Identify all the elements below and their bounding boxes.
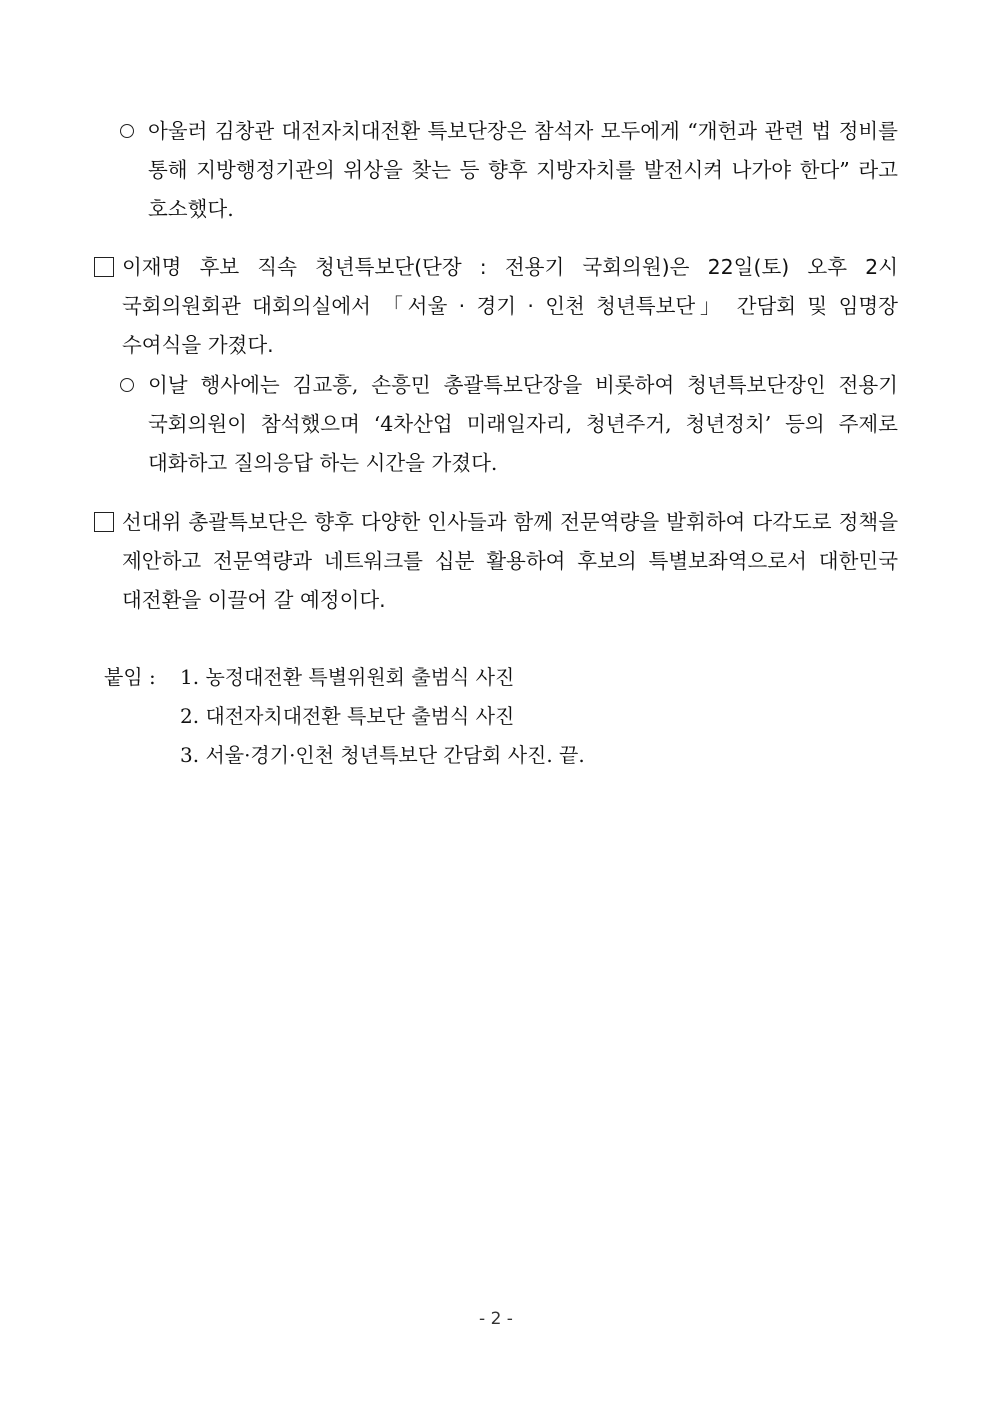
attachments-label-spacer	[104, 697, 180, 736]
attachments-label: 붙임 :	[104, 665, 156, 689]
paragraph-circle-bullet	[118, 366, 898, 483]
page-number: - 2 -	[479, 1309, 513, 1329]
paragraph-square-bullet	[94, 503, 898, 620]
paragraph-text: 아울러 김창관 대전자치대전환 특보단장은 참석자 모두에게 “개헌과 관련 법 정비를 통해 지방행정기관의 위상을 찾는 등 향후 지방자치를 발전시켜 나가야 한다” 라고 호소했다.	[148, 119, 898, 221]
attachment-item: 2. 대전자치대전환 특보단 출범식 사진	[180, 704, 515, 728]
paragraph-square-bullet	[94, 248, 898, 365]
circle-bullet-icon	[120, 124, 134, 138]
attachments-label-spacer	[104, 736, 180, 775]
square-bullet-icon	[94, 257, 114, 277]
paragraph-circle-bullet	[118, 112, 898, 229]
paragraph-text: 이날 행사에는 김교흥, 손흥민 총괄특보단장을 비롯하여 청년특보단장인 전용기 국회의원이 참석했으며 ‘4차산업 미래일자리, 청년주거, 청년정치’ 등의 주제로 대화하고 질의응답 하는 시간을 가졌다.	[148, 373, 898, 475]
attachment-item: 3. 서울·경기·인천 청년특보단 간담회 사진. 끝.	[180, 743, 585, 767]
circle-bullet-icon	[120, 378, 134, 392]
attachment-item: 1. 농정대전환 특별위원회 출범식 사진	[180, 665, 515, 689]
attachment-row	[104, 697, 585, 736]
attachments-list	[104, 658, 585, 775]
paragraph-text: 이재명 후보 직속 청년특보단(단장 : 전용기 국회의원)은 22일(토) 오후 2시 국회의원회관 대회의실에서 「서울 · 경기 · 인천 청년특보단」 간담회 및 임명장 수여식을 가졌다.	[122, 255, 898, 357]
attachment-row	[104, 658, 585, 697]
attachment-row	[104, 736, 585, 775]
paragraph-text: 선대위 총괄특보단은 향후 다양한 인사들과 함께 전문역량을 발휘하여 다각도로 정책을 제안하고 전문역량과 네트워크를 십분 활용하여 후보의 특별보좌역으로서 대한민국 대전환을 이끌어 갈 예정이다.	[122, 510, 898, 612]
square-bullet-icon	[94, 512, 114, 532]
